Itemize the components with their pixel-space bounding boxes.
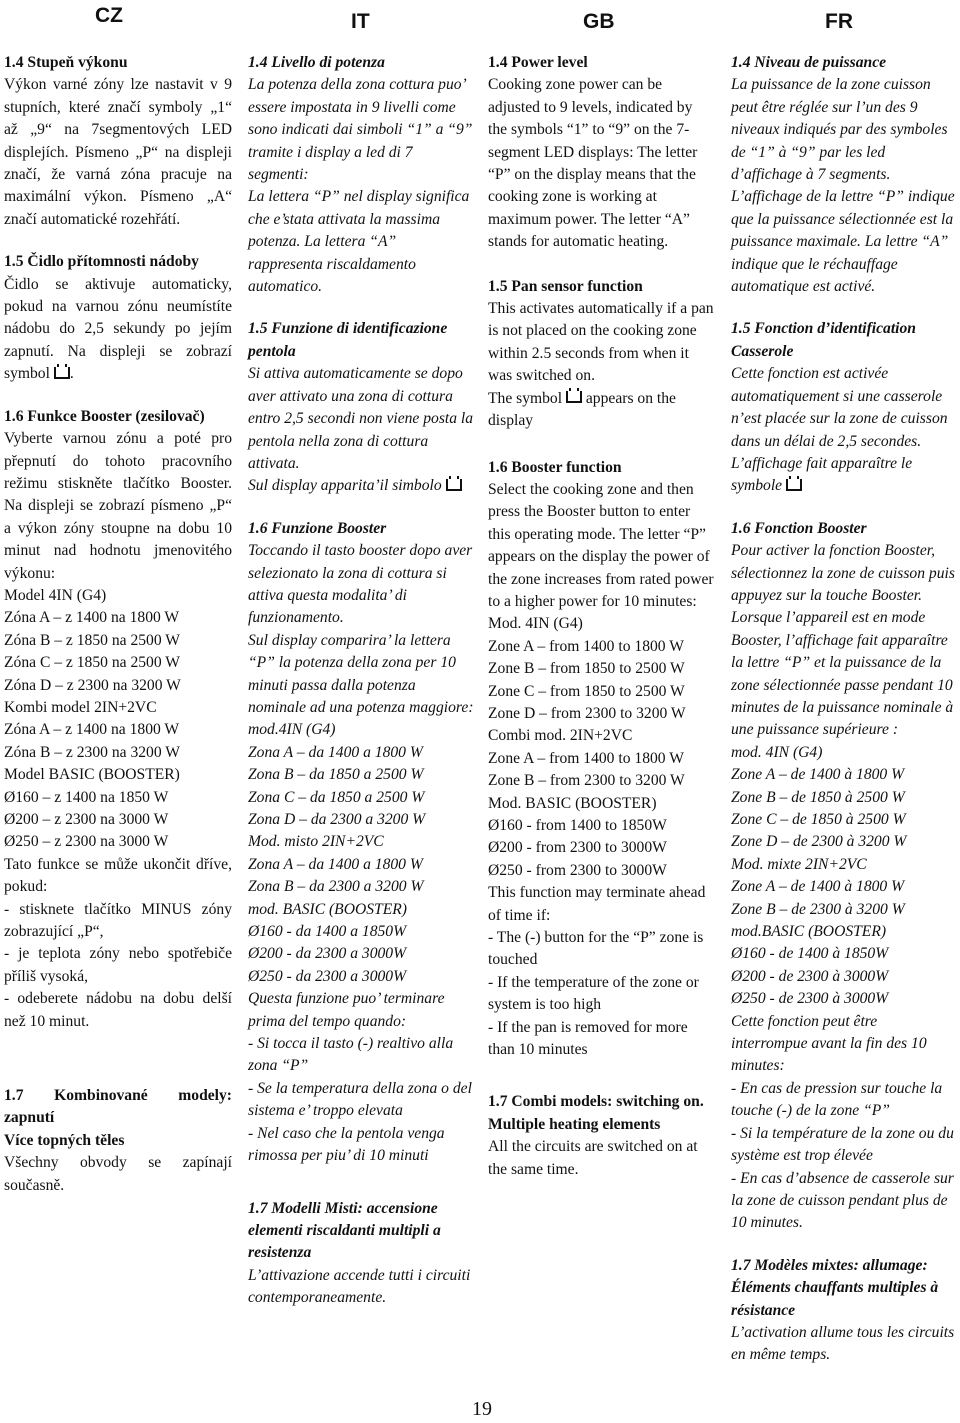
section-body <box>4 274 232 386</box>
section-1-7 <box>488 1091 714 1181</box>
list-item: Ø250 – z 2300 na 3000 W <box>4 833 169 851</box>
list-item: Zone B – from 1850 to 2500 W <box>488 660 685 678</box>
section-title: 1.7 Modelli Misti: accensione elementi riscaldanti multipli a resistenza <box>248 1199 441 1262</box>
section-1-6 <box>488 457 714 1062</box>
section-body: Select the cooking zone and then press the Booster button to enter this operating mode. The letter “P” appears on the display the power of the zone increases from rated power to a higher power for 10 minutes: <box>488 480 714 610</box>
power-list <box>488 613 714 882</box>
list-item: Zóna A – z 1400 na 1800 W <box>4 609 180 627</box>
list-item: Zone C – de 1850 à 2500 W <box>731 811 906 828</box>
section-body <box>488 388 714 433</box>
bullet: - stisknete tlačítko MINUS zóny zobrazující „P“, <box>4 900 232 941</box>
section-1-7 <box>248 1198 474 1310</box>
list-item: Ø160 - from 1400 to 1850W <box>488 817 667 834</box>
section-text: Sul display apparita’il simbolo <box>248 477 442 495</box>
bullet: - En cas d’absence de casserole sur la zone de cuisson pendant plus de 10 minutes. <box>731 1169 954 1232</box>
section-body: Toccando il tasto booster dopo aver selezionato la zona di cottura si attiva questa modalita’ di funzionamento. <box>248 542 473 627</box>
bullet: - En cas de pression sur touche la touche (-) de la zone “P” <box>731 1079 943 1120</box>
page-number: 19 <box>472 1398 492 1420</box>
list-item: Zone A – de 1400 à 1800 W <box>731 766 905 784</box>
section-title: 1.6 Booster function <box>488 458 622 476</box>
list-item: Zona A – da 1400 a 1800 W <box>248 855 423 873</box>
section-title: 1.7 Modèles mixtes: allumage: Éléments chauffants multiples à résistance <box>731 1256 939 1319</box>
list-item: Zóna B – z 2300 na 3200 W <box>4 743 180 761</box>
list-item: Zone C – from 1850 to 2500 W <box>488 682 685 700</box>
list-item: Model BASIC (BOOSTER) <box>4 766 180 784</box>
section-1-5 <box>4 251 232 385</box>
list-item: Zone A – from 1400 to 1800 W <box>488 749 684 767</box>
section-body: All the circuits are switched on at the same time. <box>488 1138 698 1178</box>
section-1-4 <box>488 52 714 254</box>
list-item: Ø160 – z 1400 na 1850 W <box>4 788 169 806</box>
power-list <box>731 742 957 1011</box>
list-item: Mod. BASIC (BOOSTER) <box>488 794 657 812</box>
pan-symbol-icon <box>446 479 462 491</box>
section-1-6 <box>4 406 232 1033</box>
list-item: Ø160 - da 1400 a 1850W <box>248 923 407 941</box>
list-item: Ø200 – z 2300 na 3000 W <box>4 811 169 828</box>
list-item: Zóna A – z 1400 na 1800 W <box>4 721 180 739</box>
list-item: Model 4IN (G4) <box>4 586 107 604</box>
list-item: Ø250 - da 2300 a 3000W <box>248 967 407 985</box>
bullet: - Si la température de la zone ou du système est trop élevée <box>731 1124 954 1165</box>
list-item: Zone A – de 1400 à 1800 W <box>731 878 905 896</box>
section-body: L’activation allume tous les circuits en même temps. <box>731 1323 955 1364</box>
section-title: 1.4 Livello di potenza <box>248 54 385 71</box>
section-1-7 <box>4 1085 232 1197</box>
list-item: Zona D – da 2300 a 3200 W <box>248 811 426 828</box>
section-text: appears on the display <box>488 389 676 430</box>
list-item: Ø160 - de 1400 à 1850W <box>731 945 889 963</box>
section-1-6 <box>731 518 957 1235</box>
section-body: L’affichage de la lettre “P” indique que la puissance sélectionnée est la puissance maximale. La lettre “A” indique que le réchauffage automatique est activé. <box>731 188 955 296</box>
section-title: 1.6 Fonction Booster <box>731 519 867 537</box>
section-body: La puissance de la zone cuisson peut être réglée sur l’un des 9 niveaux indiqués par des symboles de “1” à “9” par les led d’affichage à 7 segments. <box>731 76 948 184</box>
section-body: Pour activer la fonction Booster, sélectionnez la zone de cuisson puis appuyez sur la touche Booster. Lorsque l’appareil est en mode Booster, l’affichage fait apparaître la lettre “P” et la puissance de la zone sélectionnée passe pendant 10 minutes de la puissance nominale à une puissance supérieure : <box>731 542 955 739</box>
list-item: Zone D – de 2300 à 3200 W <box>731 833 907 851</box>
header-it: IT <box>351 10 370 33</box>
section-title: 1.6 Funzione Booster <box>248 519 387 537</box>
list-item: Ø200 - da 2300 a 3000W <box>248 945 407 963</box>
list-item: Zone B – from 2300 to 3200 W <box>488 772 685 790</box>
section-1-6 <box>248 518 474 1168</box>
power-list <box>4 585 232 854</box>
column-it <box>248 52 474 1330</box>
bullet: - The (-) button for the “P” zone is touched <box>488 929 704 969</box>
section-1-5 <box>731 318 957 497</box>
pan-symbol-icon <box>566 391 582 403</box>
bullet: - If the pan is removed for more than 10 minutes <box>488 1018 688 1059</box>
list-item: Zona B – da 1850 a 2500 W <box>248 766 424 784</box>
list-item: Zona C – da 1850 a 2500 W <box>248 788 425 806</box>
list-item: Zóna B – z 1850 na 2500 W <box>4 631 180 649</box>
header-gb: GB <box>583 10 615 33</box>
pan-symbol-icon <box>54 367 70 379</box>
list-item: Mod. misto 2IN+2VC <box>248 833 384 851</box>
section-body: Questa funzione puo’ terminare prima del tempo quando: <box>248 990 445 1030</box>
list-item: Zone D – from 2300 to 3200 W <box>488 704 686 722</box>
bullet: - Nel caso che la pentola venga rimossa per piu’ di 10 minuti <box>248 1124 445 1165</box>
section-1-7 <box>731 1255 957 1367</box>
header-fr: FR <box>825 10 853 33</box>
section-body: Cette fonction peut être interrompue avant la fin des 10 minutes: <box>731 1012 927 1075</box>
bullet: - Se la temperatura della zona o del sistema e’ troppo elevata <box>248 1079 472 1120</box>
pan-symbol-icon <box>786 479 802 491</box>
section-1-5 <box>248 318 474 497</box>
list-item: Zóna C – z 1850 na 2500 W <box>4 654 180 672</box>
section-title: 1.7 Combi models: switching on. <box>488 1093 704 1111</box>
power-list <box>248 719 474 988</box>
section-body: Cette fonction est activée automatiquement si une casserole n’est placée sur la zone de cuisson dans un délai de 2,5 secondes. <box>731 365 948 450</box>
section-text-end: . <box>69 365 74 383</box>
section-title: 1.5 Čidlo přítomnosti nádoby <box>4 253 199 271</box>
list-item: Mod. 4IN (G4) <box>488 615 583 633</box>
section-body: Všechny obvody se zapínají současně. <box>4 1154 232 1194</box>
list-item: mod. 4IN (G4) <box>731 743 823 761</box>
list-item: mod.4IN (G4) <box>248 721 336 739</box>
column-gb <box>488 52 714 1201</box>
list-item: Zona A – da 1400 a 1800 W <box>248 743 423 761</box>
list-item: Zone A – from 1400 to 1800 W <box>488 637 684 655</box>
list-item: Zona B – da 2300 a 3200 W <box>248 878 424 896</box>
section-body: Tato funkce se může ukončit dříve, pokud: <box>4 855 232 896</box>
section-body <box>248 475 474 497</box>
section-body: Sul display comparira’ la lettera “P” la potenza della zona per 10 minuti passa dalla potenza nominale ad una potenza maggiore: <box>248 631 474 716</box>
section-subtitle: Multiple heating elements <box>488 1115 661 1133</box>
list-item: Zóna D – z 2300 na 3200 W <box>4 676 181 694</box>
section-subtitle: Více topných těles <box>4 1131 125 1149</box>
section-body <box>731 453 957 498</box>
list-item: Ø200 - de 2300 à 3000W <box>731 967 889 985</box>
section-body: L’attivazione accende tutti i circuiti contemporaneamente. <box>248 1266 471 1307</box>
section-body: Výkon varné zóny lze nastavit v 9 stupních, které značí symboly „1“ až „9“ na 7segmentových LED displejích. Písmeno „P“ na displeji značí, že varná zóna pracuje na maximální výkon. Písmeno „A“ značí automatické rozehřátí. <box>4 76 232 228</box>
list-item: Ø200 - from 2300 to 3000W <box>488 839 667 857</box>
list-item: Ø250 - from 2300 to 3000W <box>488 861 667 879</box>
section-text: L’affichage fait apparaître le symbole <box>731 454 913 495</box>
section-title: 1.5 Pan sensor function <box>488 277 643 295</box>
section-text: The symbol <box>488 389 563 407</box>
section-title: 1.6 Funkce Booster (zesilovač) <box>4 407 205 425</box>
list-item: Zone B – de 1850 à 2500 W <box>731 788 905 806</box>
section-1-4 <box>248 52 474 298</box>
bullet: - If the temperature of the zone or system is too high <box>488 973 699 1014</box>
section-body: Cooking zone power can be adjusted to 9 levels, indicated by the symbols “1” to “9” on the 7-segment LED displays: The letter “P” on the display means that the cooking zone is working at maximum power. The letter “A” stands for automatic heating. <box>488 76 698 251</box>
section-title: 1.4 Stupeň výkonu <box>4 54 128 71</box>
section-1-4 <box>731 52 957 298</box>
section-title: 1.4 Niveau de puissance <box>731 54 887 71</box>
list-item: mod. BASIC (BOOSTER) <box>248 900 407 918</box>
section-text: Čidlo se aktivuje automaticky, pokud na varnou zónu neumístíte nádobu do 2,5 sekundy po jejím zapnutí. Na displeji se zobrazí symbol <box>4 275 232 383</box>
section-body: Vyberte varnou zónu a poté pro přepnutí do tohoto pracovního režimu stiskněte tlačítko Booster. Na displeji se zobrazí písmeno „P“ a výkon zóny stoupne na dobu 10 minut nad hodnotu jmenovitého výkonu: <box>4 430 232 582</box>
list-item: Zone B – de 2300 à 3200 W <box>731 900 905 918</box>
list-item: Mod. mixte 2IN+2VC <box>731 855 867 873</box>
header-cz: CZ <box>95 4 123 27</box>
section-body: This activates automatically if a pan is not placed on the cooking zone within 2.5 seconds from when it was switched on. <box>488 300 714 385</box>
section-title: 1.7 Kombinované modely: zapnutí <box>4 1087 232 1127</box>
list-item: Ø250 - de 2300 à 3000W <box>731 990 889 1008</box>
section-title: 1.4 Power level <box>488 54 588 71</box>
section-1-5 <box>488 276 714 433</box>
section-title: 1.5 Fonction d’identification Casserole <box>731 320 916 360</box>
section-1-4 <box>4 52 232 231</box>
list-item: mod.BASIC (BOOSTER) <box>731 923 887 941</box>
list-item: Combi mod. 2IN+2VC <box>488 727 633 745</box>
column-fr <box>731 52 957 1387</box>
column-cz <box>4 52 232 1217</box>
bullet: - je teplota zóny nebo spotřebiče příliš vysoká, <box>4 945 232 985</box>
section-body: La lettera “P” nel display significa che e’stata attivata la massima potenza. La lettera “A” rappresenta riscaldamento automatico. <box>248 188 470 296</box>
bullet: - odeberete nádobu na dobu delší než 10 minut. <box>4 990 232 1030</box>
bullet: - Si tocca il tasto (-) realtivo alla zona “P” <box>248 1035 454 1075</box>
section-title: 1.5 Funzione di identificazione pentola <box>248 320 448 360</box>
section-body: This function may terminate ahead of time if: <box>488 884 706 924</box>
section-body: La potenza della zona cottura puo’ essere impostata in 9 livelli come sono indicati dai simboli “1” a “9” tramite i display a led di 7 segmenti: <box>248 76 473 184</box>
list-item: Kombi model 2IN+2VC <box>4 698 157 716</box>
section-body: Si attiva automaticamente se dopo aver attivato una zona di cottura entro 2,5 secondi non viene posta la pentola nella zona di cottura attivata. <box>248 365 474 472</box>
